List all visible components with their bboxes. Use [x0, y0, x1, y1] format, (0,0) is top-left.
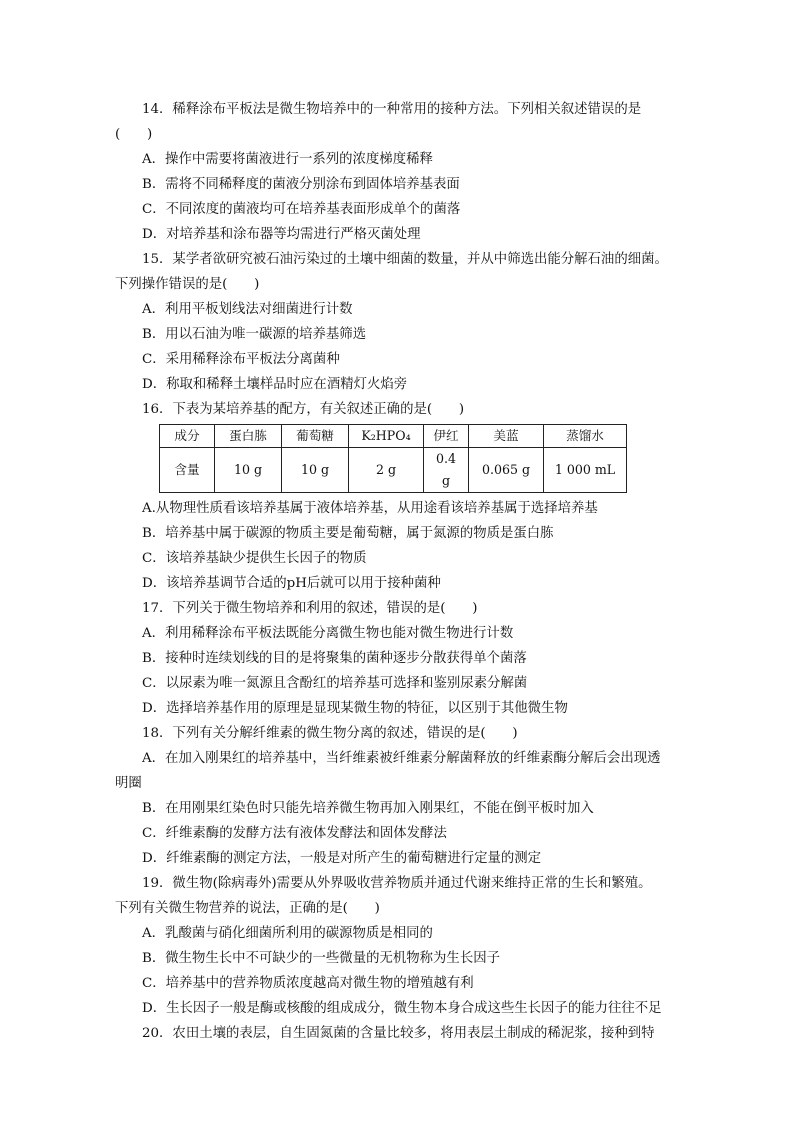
question-stem: 19．微生物(除病毒外)需要从外界吸收营养物质并通过代谢来维持正常的生长和繁殖。	[142, 876, 652, 891]
option-a: A．利用稀释涂布平板法既能分离微生物也能对微生物进行计数	[142, 626, 514, 641]
option-b: B．接种时连续划线的目的是将聚集的菌种逐步分散获得单个菌落	[142, 651, 527, 666]
option-d: D．纤维素酶的测定方法，一般是对所产生的葡萄糖进行定量的测定	[142, 851, 542, 866]
question-list	[115, 97, 681, 1046]
question-stem-continued: 下列操作错误的是( )	[115, 277, 260, 292]
table-cell: 蛋白胨	[215, 425, 282, 448]
table-header-row	[160, 425, 627, 448]
question-17	[115, 596, 681, 721]
question-16	[115, 397, 681, 596]
table-cell: 1 000 mL	[544, 448, 627, 493]
table-cell: 10 g	[282, 448, 349, 493]
option-b: B．培养基中属于碳源的物质主要是葡萄糖，属于氮源的物质是蛋白胨	[142, 526, 554, 541]
option-b: B．微生物生长中不可缺少的一些微量的无机物称为生长因子	[142, 951, 500, 966]
option-c: C．该培养基缺少提供生长因子的物质	[142, 551, 367, 566]
medium-recipe-table	[159, 424, 627, 493]
table-cell: 美蓝	[469, 425, 544, 448]
question-stem: 17．下列关于微生物培养和利用的叙述，错误的是( )	[142, 601, 478, 616]
option-a: A．乳酸菌与硝化细菌所利用的碳源物质是相同的	[142, 926, 433, 941]
option-a: A．操作中需要将菌液进行一系列的浓度梯度稀释	[142, 152, 433, 167]
option-a-continued: 明圈	[115, 776, 142, 791]
table-cell: K₂HPO₄	[349, 425, 424, 448]
question-19	[115, 871, 681, 1021]
option-c: C．以尿素为唯一氮源且含酚红的培养基可选择和鉴别尿素分解菌	[142, 676, 528, 691]
question-stem: 14．稀释涂布平板法是微生物培养中的一种常用的接种方法。下列相关叙述错误的是	[142, 102, 642, 117]
option-a: A.从物理性质看该培养基属于液体培养基，从用途看该培养基属于选择培养基	[142, 501, 598, 516]
option-c: C．纤维素酶的发酵方法有液体发酵法和固体发酵法	[142, 826, 447, 841]
table-cell: 含量	[160, 448, 215, 493]
question-stem-continued: 下列有关微生物营养的说法，正确的是( )	[115, 901, 380, 916]
table-cell: 0.4 g	[424, 448, 469, 493]
table-row	[160, 448, 627, 493]
option-d: D．称取和稀释土壤样品时应在酒精灯火焰旁	[142, 377, 408, 392]
question-stem: 20．农田土壤的表层，自生固氮菌的含量比较多，将用表层土制成的稀泥浆，接种到特	[142, 1026, 655, 1041]
question-stem: 16．下表为某培养基的配方，有关叙述正确的是( )	[142, 402, 465, 417]
option-d: D．选择培养基作用的原理是显现某微生物的特征，以区别于其他微生物	[142, 701, 568, 716]
option-a: A．在加入刚果红的培养基中，当纤维素被纤维素分解菌释放的纤维素酶分解后会出现透	[142, 751, 661, 766]
option-c: C．培养基中的营养物质浓度越高对微生物的增殖越有利	[142, 976, 474, 991]
option-b: B．用以石油为唯一碳源的培养基筛选	[142, 327, 367, 342]
question-stem: 18．下列有关分解纤维素的微生物分离的叙述，错误的是( )	[142, 726, 518, 741]
option-b: B．需将不同稀释度的菌液分别涂布到固体培养基表面	[142, 177, 460, 192]
table-cell: 伊红	[424, 425, 469, 448]
table-cell: 成分	[160, 425, 215, 448]
table-cell: 2 g	[349, 448, 424, 493]
question-14	[115, 97, 681, 247]
option-d: D．该培养基调节合适的pH后就可以用于接种菌种	[142, 576, 441, 591]
question-stem: 15．某学者欲研究被石油污染过的土壤中细菌的数量，并从中筛选出能分解石油的细菌。	[142, 252, 668, 267]
table-cell: 0.065 g	[469, 448, 544, 493]
question-stem-continued: ( )	[115, 127, 153, 142]
option-d: D．对培养基和涂布器等均需进行严格灭菌处理	[142, 227, 421, 242]
table-cell: 10 g	[215, 448, 282, 493]
question-20	[115, 1021, 681, 1046]
option-a: A．利用平板划线法对细菌进行计数	[142, 302, 353, 317]
option-d: D．生长因子一般是酶或核酸的组成成分，微生物本身合成这些生长因子的能力往往不足	[142, 1001, 662, 1016]
option-c: C．采用稀释涂布平板法分离菌种	[142, 352, 340, 367]
option-c: C．不同浓度的菌液均可在培养基表面形成单个的菌落	[142, 202, 461, 217]
question-15	[115, 247, 681, 397]
table-cell: 葡萄糖	[282, 425, 349, 448]
table-cell: 蒸馏水	[544, 425, 627, 448]
option-b: B．在用刚果红染色时只能先培养微生物再加入刚果红，不能在倒平板时加入	[142, 801, 594, 816]
question-18	[115, 721, 681, 871]
